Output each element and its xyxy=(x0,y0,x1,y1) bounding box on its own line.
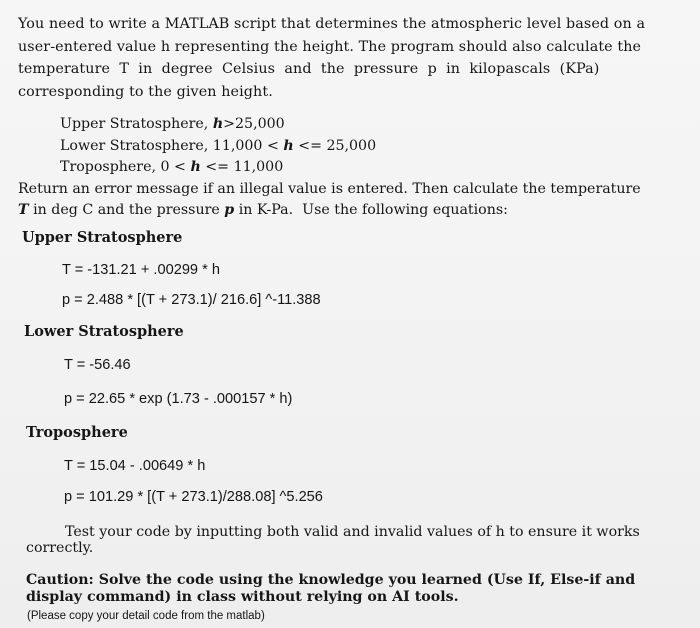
instructions-line-2 xyxy=(18,202,508,218)
heading-lower-stratosphere: Lower Stratosphere xyxy=(24,323,184,340)
lower-pressure-equation: p = 22.65 * exp (1.73 - .000157 * h) xyxy=(64,391,293,407)
upper-pressure-equation: p = 2.488 * [(T + 273.1)/ 216.6] ^-11.388 xyxy=(62,292,321,308)
intro-line-3: temperature T in degree Celsius and the pressure p in kilopascals (KPa) xyxy=(18,61,600,77)
copy-code-note: (Please copy your detail code from the matlab) xyxy=(27,610,265,622)
intro-line-2: user-entered value h representing the height. The program should also calculate the xyxy=(18,39,642,55)
range-upper-name: Upper Stratosphere, xyxy=(60,116,213,132)
heading-troposphere: Troposphere xyxy=(26,424,128,441)
intro-line-1: You need to write a MATLAB script that determines the atmospheric level based on a xyxy=(18,16,646,32)
range-lower-cond: <= 25,000 xyxy=(293,138,377,154)
caution-line-2: display command) in class without relying on AI tools. xyxy=(26,589,459,605)
lower-temp-equation: T = -56.46 xyxy=(64,357,131,373)
range-upper-cond: >25,000 xyxy=(223,116,285,132)
tropo-temp-equation: T = 15.04 - .00649 * h xyxy=(64,458,206,474)
tropo-pressure-equation: p = 101.29 * [(T + 273.1)/288.08] ^5.256 xyxy=(64,489,323,505)
range-lower xyxy=(60,138,376,154)
range-upper xyxy=(60,116,285,132)
range-lower-var: h xyxy=(283,138,294,154)
intro-line-4: corresponding to the given height. xyxy=(18,84,273,100)
upper-temp-equation: T = -131.21 + .00299 * h xyxy=(62,262,220,278)
range-lower-name: Lower Stratosphere, 11,000 < xyxy=(60,138,284,154)
test-line-1: Test your code by inputting both valid and invalid values of h to ensure it works xyxy=(65,524,640,540)
instructions-end: in K-Pa. Use the following equations: xyxy=(234,202,508,218)
test-line-2: correctly. xyxy=(26,540,94,556)
caution-line-1: Caution: Solve the code using the knowledge you learned (Use If, Else-if and xyxy=(26,572,636,588)
heading-upper-stratosphere: Upper Stratosphere xyxy=(22,229,183,246)
range-tropo-name: Troposphere, 0 < xyxy=(60,159,191,175)
range-upper-var: h xyxy=(212,116,224,132)
range-tropo-cond: <= 11,000 xyxy=(200,159,284,175)
instructions-var-p: p xyxy=(224,202,235,218)
instructions-var-t: T xyxy=(18,202,29,218)
range-tropo-var: h xyxy=(190,159,201,175)
instructions-mid: in deg C and the pressure xyxy=(28,202,225,218)
instructions-line-1: Return an error message if an illegal value is entered. Then calculate the temperature xyxy=(18,181,641,197)
range-tropo xyxy=(60,159,283,175)
